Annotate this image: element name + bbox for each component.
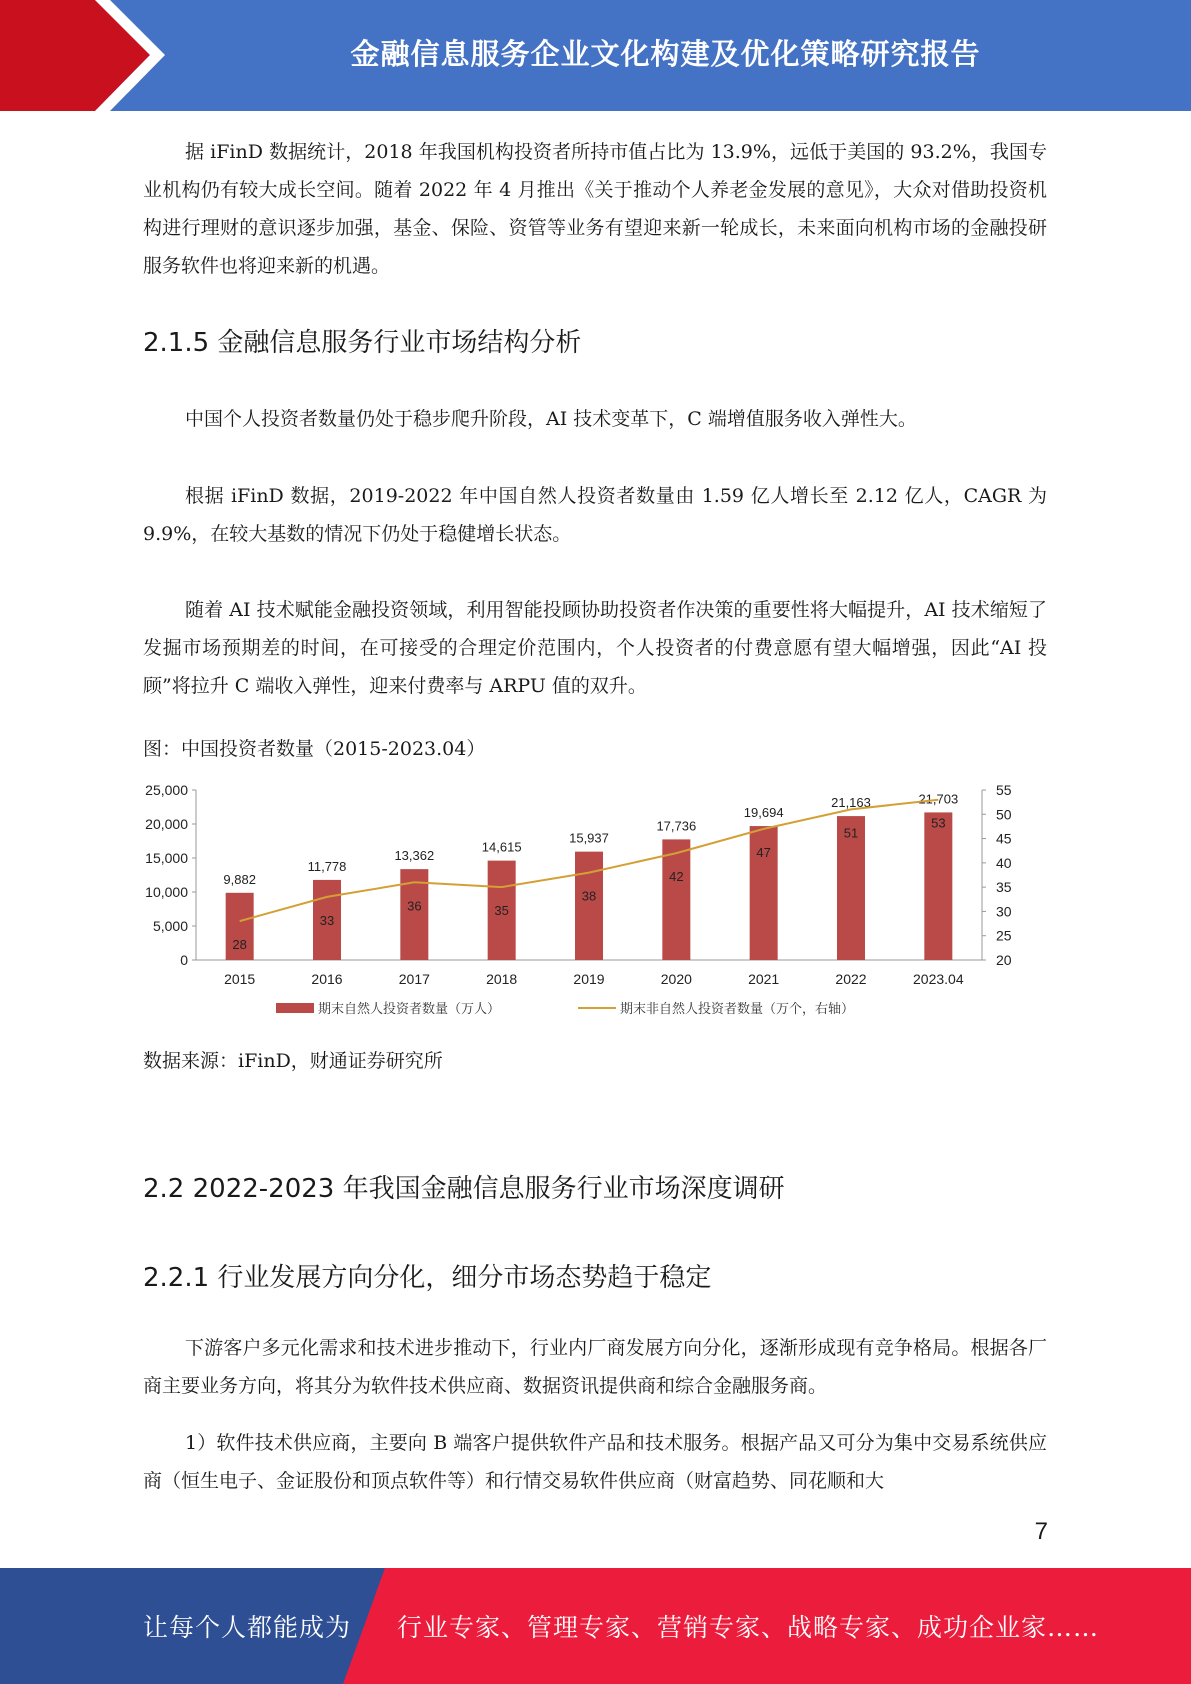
y2-tick-label: 25 bbox=[996, 927, 1012, 944]
bar-value-label: 21,703 bbox=[918, 791, 959, 807]
line-value-label: 53 bbox=[931, 815, 946, 831]
line-value-label: 33 bbox=[319, 912, 335, 928]
x-tick-label: 2019 bbox=[573, 971, 605, 987]
line-value-label: 42 bbox=[669, 869, 684, 885]
line-value-label: 47 bbox=[756, 844, 771, 860]
x-tick-label: 2017 bbox=[398, 971, 430, 987]
page-footer bbox=[0, 1568, 1191, 1684]
x-tick-label: 2016 bbox=[311, 971, 343, 987]
paragraph-retail-investors: 中国个人投资者数量仍处于稳步爬升阶段，AI 技术变革下，C 端增值服务收入弹性大。 bbox=[185, 408, 917, 430]
x-tick-label: 2018 bbox=[486, 971, 518, 987]
legend-label-bar: 期末自然人投资者数量（万人） bbox=[318, 1001, 501, 1016]
bar-value-label: 11,778 bbox=[307, 858, 347, 874]
x-tick-label: 2020 bbox=[660, 971, 692, 987]
paragraph-ai-advisory: 随着 AI 技术赋能金融投资领域，利用智能投顾协助投资者作决策的重要性将大幅提升，AI 技术缩短了发掘市场预期差的时间，在可接受的合理定价范围内，个人投资者的付费意愿有望大幅增强，因此“AI 投顾”将拉升 C 端收入弹性，迎来付费率与 ARPU 值的双升。 bbox=[143, 599, 1047, 697]
bar-value-label: 14,615 bbox=[481, 839, 522, 855]
paragraph-ifind-data: 根据 iFinD 数据，2019-2022 年中国自然人投资者数量由 1.59 亿人增长至 2.12 亿人，CAGR 为 9.9%，在较大基数的情况下仍处于稳健增长状态。 bbox=[143, 485, 1047, 545]
line-value-label: 28 bbox=[232, 937, 247, 953]
y2-tick-label: 45 bbox=[996, 830, 1012, 847]
page-number: 7 bbox=[1034, 1518, 1048, 1545]
section-heading-2-2: 2.2 2022-2023 年我国金融信息服务行业市场深度调研 bbox=[143, 1174, 785, 1204]
y2-tick-label: 55 bbox=[996, 782, 1012, 798]
y-tick-label: 15,000 bbox=[145, 850, 188, 866]
section-heading-2-2-1: 2.2.1 行业发展方向分化，细分市场态势趋于稳定 bbox=[143, 1263, 712, 1293]
intro-paragraph: 据 iFinD 数据统计，2018 年我国机构投资者所持市值占比为 13.9%，远低于美国的 93.2%，我国专业机构仍有较大成长空间。随着 2022 年 4 月推出《关于推动个人养老金发展的意见》，大众对借助投资机构进行理财的意识逐步加强，基金、保险、资管等业务有望迎来新一轮成长，未来面向机构市场的金融投研服务软件也将迎来新的机遇。 bbox=[143, 141, 1047, 277]
bar-value-label: 17,736 bbox=[656, 818, 697, 834]
bar-value-label: 9,882 bbox=[223, 871, 256, 887]
y2-tick-label: 20 bbox=[996, 952, 1012, 968]
y-tick-label: 10,000 bbox=[145, 884, 188, 900]
data-source: 数据来源：iFinD，财通证券研究所 bbox=[143, 1050, 443, 1072]
bar-value-label: 15,937 bbox=[569, 830, 609, 846]
bar-value-label: 21,163 bbox=[831, 795, 871, 811]
line-value-label: 36 bbox=[407, 898, 422, 914]
y2-tick-label: 35 bbox=[996, 879, 1012, 896]
investor-count-chart bbox=[130, 770, 1030, 1030]
line-value-label: 51 bbox=[843, 825, 859, 841]
x-tick-label: 2015 bbox=[224, 971, 256, 987]
y-tick-label: 25,000 bbox=[145, 782, 188, 798]
y-tick-label: 0 bbox=[180, 952, 188, 968]
legend-swatch-bar bbox=[276, 1003, 314, 1013]
bar bbox=[575, 852, 603, 960]
x-tick-label: 2022 bbox=[835, 971, 867, 987]
report-title: 金融信息服务企业文化构建及优化策略研究报告 bbox=[350, 37, 981, 71]
y2-tick-label: 40 bbox=[996, 854, 1012, 871]
line-value-label: 38 bbox=[581, 888, 597, 904]
legend-label-line: 期末非自然人投资者数量（万个，右轴） bbox=[620, 1001, 855, 1016]
page-header bbox=[0, 0, 1191, 111]
bar bbox=[662, 839, 690, 960]
bar-value-label: 19,694 bbox=[743, 805, 784, 821]
y2-tick-label: 50 bbox=[996, 806, 1012, 823]
section-heading-2-1-5: 2.1.5 金融信息服务行业市场结构分析 bbox=[143, 328, 582, 358]
figure-caption: 图：中国投资者数量（2015-2023.04） bbox=[143, 738, 486, 760]
y-tick-label: 5,000 bbox=[152, 918, 188, 934]
bar bbox=[924, 812, 952, 960]
paragraph-industry-split: 下游客户多元化需求和技术进步推动下，行业内厂商发展方向分化，逐渐形成现有竞争格局。根据各厂商主要业务方向，将其分为软件技术供应商、数据资讯提供商和综合金融服务商。 bbox=[143, 1337, 1047, 1397]
x-tick-label: 2021 bbox=[748, 971, 780, 987]
paragraph-software-vendors: 1）软件技术供应商，主要向 B 端客户提供软件产品和技术服务。根据产品又可分为集中交易系统供应商（恒生电子、金证股份和顶点软件等）和行情交易软件供应商（财富趋势、同花顺和大 bbox=[143, 1432, 1047, 1492]
footer-slogan-right: 行业专家、管理专家、营销专家、战略专家、成功企业家…… bbox=[397, 1613, 1100, 1642]
y2-tick-label: 30 bbox=[996, 903, 1012, 920]
footer-slogan-left: 让每个人都能成为 bbox=[143, 1613, 352, 1642]
line-value-label: 35 bbox=[494, 903, 509, 919]
y-tick-label: 20,000 bbox=[145, 816, 188, 832]
bar-value-label: 13,362 bbox=[394, 848, 435, 864]
x-tick-label: 2023.04 bbox=[913, 971, 964, 987]
